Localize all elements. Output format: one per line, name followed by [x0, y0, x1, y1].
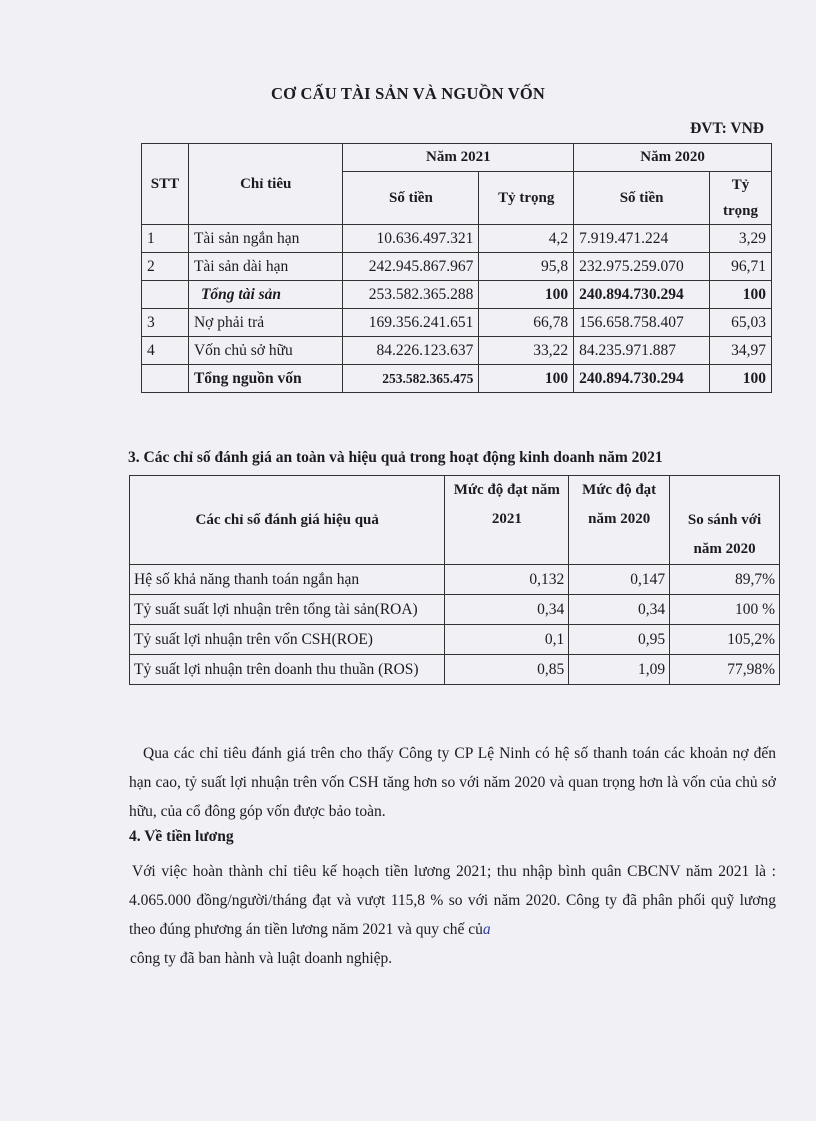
header-level-2021: Mức độ đạt năm 2021: [445, 476, 569, 565]
cell-stt: [142, 365, 189, 393]
cell-v21: 242.945.867.967: [343, 253, 479, 281]
cell-stt: 4: [142, 337, 189, 365]
header-stt: STT: [142, 144, 189, 225]
cell-name: Tổng nguồn vốn: [188, 365, 343, 393]
currency-unit: ĐVT: VNĐ: [690, 120, 764, 137]
cell-cmp: 105,2%: [670, 625, 780, 655]
table-row: [142, 281, 772, 309]
cell-v20: 0,34: [569, 595, 670, 625]
header-tytrong-2021: Tỷ trọng: [479, 172, 574, 225]
header-sotien-2020: Số tiền: [574, 172, 710, 225]
cell-p21: 100: [479, 365, 574, 393]
header-2020: Năm 2020: [574, 144, 772, 172]
cell-v20: 84.235.971.887: [574, 337, 710, 365]
cell-v20: 240.894.730.294: [574, 365, 710, 393]
header-chitieu: Chỉ tiêu: [188, 144, 343, 225]
table-row: [142, 225, 772, 253]
table-row: [142, 365, 772, 393]
cell-stt: 3: [142, 309, 189, 337]
section-4-heading: 4. Về tiền lương: [129, 828, 234, 845]
table-row: [130, 565, 780, 595]
cell-v21: 253.582.365.288: [343, 281, 479, 309]
cell-stt: 1: [142, 225, 189, 253]
header-sotien-2021: Số tiền: [343, 172, 479, 225]
cell-v20: 240.894.730.294: [574, 281, 710, 309]
cell-v21: 10.636.497.321: [343, 225, 479, 253]
cell-v20: 7.919.471.224: [574, 225, 710, 253]
handwritten-correction: a: [482, 921, 491, 938]
cell-name: Tỷ suất lợi nhuận trên vốn CSH(ROE): [130, 625, 445, 655]
section-3-heading: 3. Các chỉ số đánh giá an toàn và hiệu quả trong hoạt động kinh doanh năm 2021: [128, 449, 663, 466]
cell-p20: 100: [710, 281, 772, 309]
cell-v20: 0,147: [569, 565, 670, 595]
cell-v21: 253.582.365.475: [343, 365, 479, 393]
cell-name: Tài sản ngắn hạn: [188, 225, 343, 253]
cell-v21: 0,1: [445, 625, 569, 655]
header-tytrong-2020: Tỷ trọng: [710, 172, 772, 225]
header-compare: So sánh với năm 2020: [670, 476, 780, 565]
header-level-2020: Mức độ đạt năm 2020: [569, 476, 670, 565]
cell-v21: 0,132: [445, 565, 569, 595]
cell-name: Hệ số khả năng thanh toán ngắn hạn: [130, 565, 445, 595]
table-row: [130, 595, 780, 625]
cell-p21: 66,78: [479, 309, 574, 337]
cell-name: Nợ phải trả: [188, 309, 343, 337]
cell-p20: 100: [710, 365, 772, 393]
cell-v20: 156.658.758.407: [574, 309, 710, 337]
table-row: [130, 625, 780, 655]
cell-p21: 95,8: [479, 253, 574, 281]
cell-v20: 0,95: [569, 625, 670, 655]
asset-capital-table: [141, 143, 772, 393]
cell-stt: [142, 281, 189, 309]
cell-cmp: 77,98%: [670, 655, 780, 685]
header-indicator: Các chỉ số đánh giá hiệu quả: [130, 476, 445, 565]
cell-name: Tài sản dài hạn: [188, 253, 343, 281]
cell-stt: 2: [142, 253, 189, 281]
salary-text: Với việc hoàn thành chỉ tiêu kế hoạch tiền lương 2021; thu nhập bình quân CBCNV năm 2021 là : 4.065.000 đồng/người/tháng đạt và vượt 115,8 % so với năm 2020. Công ty đã phân phối quỹ lương theo đúng phương án tiền lương năm 2021 và quy chế củ: [129, 863, 776, 938]
cell-v20: 1,09: [569, 655, 670, 685]
cell-p20: 34,97: [710, 337, 772, 365]
cell-name: Tổng tài sản: [188, 281, 343, 309]
cell-cmp: 100 %: [670, 595, 780, 625]
table-row: [142, 253, 772, 281]
cell-p20: 65,03: [710, 309, 772, 337]
header-2021: Năm 2021: [343, 144, 574, 172]
cell-v21: 169.356.241.651: [343, 309, 479, 337]
cell-v20: 232.975.259.070: [574, 253, 710, 281]
cell-name: Tỷ suất lợi nhuận trên doanh thu thuần (ROS): [130, 655, 445, 685]
cell-name: Vốn chủ sở hữu: [188, 337, 343, 365]
table-row: [142, 309, 772, 337]
efficiency-table: [129, 475, 780, 685]
table-row: [142, 337, 772, 365]
cell-p21: 4,2: [479, 225, 574, 253]
table-row: [130, 655, 780, 685]
cell-v21: 0,34: [445, 595, 569, 625]
summary-paragraph: Qua các chỉ tiêu đánh giá trên cho thấy Công ty CP Lệ Ninh có hệ số thanh toán các khoản nợ đến hạn cao, tỷ suất lợi nhuận trên vốn CSH tăng hơn so với năm 2020 và quan trọng hơn là vốn của chủ sở hữu, của cổ đông góp vốn được bảo toàn.: [129, 745, 776, 820]
page-title: CƠ CẤU TÀI SẢN VÀ NGUỒN VỐN: [270, 84, 546, 103]
cell-name: Tỷ suất suất lợi nhuận trên tổng tài sản(ROA): [130, 595, 445, 625]
cell-p20: 96,71: [710, 253, 772, 281]
cell-p20: 3,29: [710, 225, 772, 253]
cell-p21: 100: [479, 281, 574, 309]
cell-v21: 84.226.123.637: [343, 337, 479, 365]
cell-cmp: 89,7%: [670, 565, 780, 595]
cell-v21: 0,85: [445, 655, 569, 685]
cell-p21: 33,22: [479, 337, 574, 365]
salary-paragraph: [129, 857, 776, 973]
salary-text-end: công ty đã ban hành và luật doanh nghiệp.: [130, 950, 393, 967]
